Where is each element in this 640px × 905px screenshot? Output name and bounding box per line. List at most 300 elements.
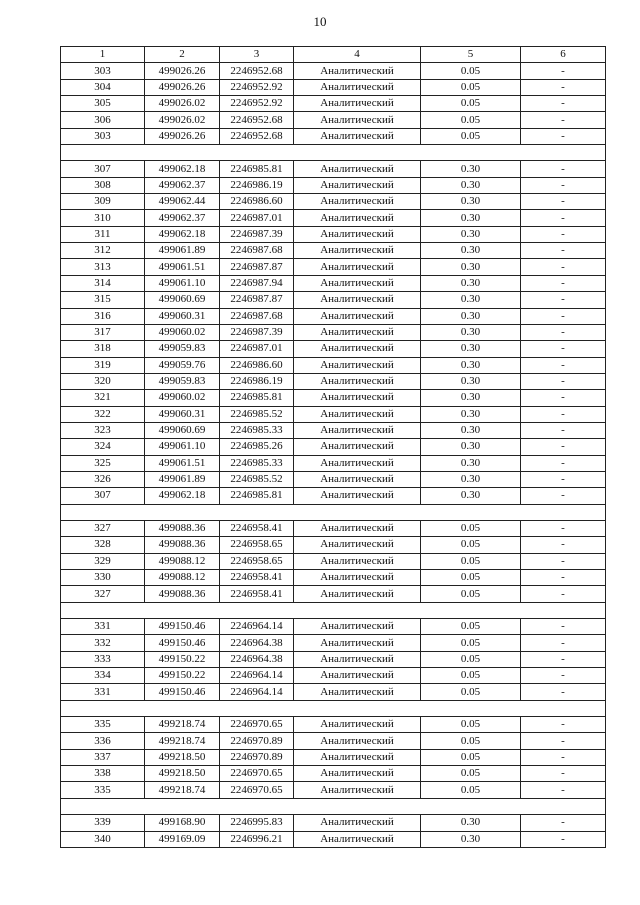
table-cell: - [521,177,606,193]
table-cell: 335 [61,782,145,798]
table-row [61,259,606,275]
table-cell: 0.05 [421,570,521,586]
table-cell: 2246985.81 [220,488,294,504]
table-cell: 499060.02 [145,324,220,340]
table-cell: - [521,161,606,177]
table-cell: 2246970.89 [220,749,294,765]
table-cell: Аналитический [294,815,421,831]
column-header: 1 [61,47,145,63]
table-cell: 314 [61,275,145,291]
table-cell: 499088.36 [145,586,220,602]
table-cell: 315 [61,292,145,308]
table-row [61,488,606,504]
table-cell: 2246985.81 [220,390,294,406]
column-header: 6 [521,47,606,63]
table-cell: 499026.26 [145,63,220,79]
table-row [61,668,606,684]
table-cell: 499061.89 [145,471,220,487]
table-cell: - [521,537,606,553]
table-cell: 0.05 [421,733,521,749]
table-cell: Аналитический [294,422,421,438]
table-cell: 320 [61,373,145,389]
table-cell: Аналитический [294,210,421,226]
table-cell: 499062.37 [145,210,220,226]
table-cell: 0.05 [421,651,521,667]
table-cell: - [521,717,606,733]
table-cell: 0.30 [421,439,521,455]
table-cell: 0.30 [421,292,521,308]
coordinates-table [60,46,606,848]
table-cell: 330 [61,570,145,586]
table-cell: 0.30 [421,194,521,210]
table-cell: 499061.51 [145,259,220,275]
table-cell: 499060.02 [145,390,220,406]
table-cell: 324 [61,439,145,455]
table-cell: 2246958.65 [220,553,294,569]
column-header: 5 [421,47,521,63]
table-cell: - [521,422,606,438]
table-cell: 499168.90 [145,815,220,831]
table-cell: 321 [61,390,145,406]
table-cell: Аналитический [294,439,421,455]
table-cell: 499218.50 [145,749,220,765]
table-cell: 2246952.92 [220,96,294,112]
table-cell: 0.30 [421,422,521,438]
table-cell: 329 [61,553,145,569]
table-cell: - [521,651,606,667]
table-cell: 499060.31 [145,406,220,422]
table-cell: 2246986.19 [220,373,294,389]
table-cell: 0.30 [421,471,521,487]
table-cell: 2246985.26 [220,439,294,455]
table-row [61,717,606,733]
table-cell: 2246986.60 [220,357,294,373]
table-cell: 328 [61,537,145,553]
table-cell: 499088.12 [145,553,220,569]
table-cell: 499150.22 [145,668,220,684]
table-cell: Аналитический [294,324,421,340]
table-cell: 327 [61,586,145,602]
table-cell: 340 [61,831,145,847]
table-cell: 2246985.33 [220,455,294,471]
table-cell: 499026.26 [145,128,220,144]
table-cell: Аналитический [294,488,421,504]
table-cell: 331 [61,684,145,700]
table-row [61,635,606,651]
table-body [61,63,606,848]
table-cell: - [521,275,606,291]
table-cell: 0.05 [421,63,521,79]
table-row [61,422,606,438]
table-row [61,782,606,798]
table-cell: Аналитический [294,766,421,782]
table-cell: 309 [61,194,145,210]
table-cell: 2246996.21 [220,831,294,847]
table-row [61,357,606,373]
table-cell: - [521,586,606,602]
table-cell: 2246987.39 [220,226,294,242]
table-cell: 2246987.94 [220,275,294,291]
table-cell: Аналитический [294,651,421,667]
table-row [61,471,606,487]
table-cell: 323 [61,422,145,438]
table-cell: 499059.83 [145,341,220,357]
table-cell: Аналитический [294,537,421,553]
table-cell: 0.05 [421,128,521,144]
table-row [61,324,606,340]
table-cell: 0.05 [421,112,521,128]
table-row [61,79,606,95]
table-cell: 499088.36 [145,520,220,536]
table-cell: Аналитический [294,520,421,536]
table-cell: 332 [61,635,145,651]
table-cell: 499169.09 [145,831,220,847]
table-cell: - [521,815,606,831]
table-cell: 0.05 [421,520,521,536]
table-cell: 0.05 [421,668,521,684]
table-cell: 499060.69 [145,422,220,438]
table-cell: 326 [61,471,145,487]
table-cell: 499026.02 [145,96,220,112]
table-cell: - [521,406,606,422]
table-cell: 499061.10 [145,439,220,455]
table-row [61,733,606,749]
table-row [61,651,606,667]
column-header: 3 [220,47,294,63]
table-cell: 2246964.14 [220,668,294,684]
table-cell: - [521,766,606,782]
table-cell: Аналитический [294,684,421,700]
table-cell: 0.30 [421,357,521,373]
table-cell: 339 [61,815,145,831]
table-cell: 0.05 [421,586,521,602]
table-cell: 499062.18 [145,488,220,504]
table-cell: 305 [61,96,145,112]
table-row [61,439,606,455]
table-row [61,684,606,700]
table-cell: 327 [61,520,145,536]
table-cell: 307 [61,488,145,504]
table-cell: 2246987.01 [220,210,294,226]
table-cell: - [521,831,606,847]
table-cell: - [521,341,606,357]
table-cell: Аналитический [294,668,421,684]
table-cell: Аналитический [294,128,421,144]
table-cell: 2246964.14 [220,619,294,635]
table-cell: Аналитический [294,733,421,749]
table-cell: - [521,243,606,259]
table-cell: 499150.46 [145,619,220,635]
table-separator-row [61,798,606,814]
table-cell: 0.30 [421,324,521,340]
table-cell: 0.30 [421,488,521,504]
table-cell: 0.30 [421,177,521,193]
table-row [61,831,606,847]
table-cell: 336 [61,733,145,749]
table-cell: - [521,684,606,700]
table-cell: 0.30 [421,161,521,177]
table-cell: 2246964.38 [220,635,294,651]
table-row [61,275,606,291]
table-cell: - [521,570,606,586]
table-cell: Аналитический [294,161,421,177]
table-cell: 311 [61,226,145,242]
table-cell: Аналитический [294,471,421,487]
table-cell: 313 [61,259,145,275]
table-cell: 2246987.68 [220,308,294,324]
table-cell: - [521,733,606,749]
table-cell: Аналитический [294,292,421,308]
table-cell: 2246958.41 [220,570,294,586]
table-row [61,455,606,471]
table-cell: 2246986.60 [220,194,294,210]
table-cell: 2246964.14 [220,684,294,700]
table-row [61,128,606,144]
table-cell: Аналитический [294,619,421,635]
table-cell: 499150.22 [145,651,220,667]
table-cell: Аналитический [294,455,421,471]
table-cell: 499061.89 [145,243,220,259]
table-cell: Аналитический [294,243,421,259]
table-cell: Аналитический [294,782,421,798]
table-cell: 334 [61,668,145,684]
table-cell: - [521,390,606,406]
table-cell: 2246970.89 [220,733,294,749]
table-cell: 499026.02 [145,112,220,128]
table-cell: 0.30 [421,226,521,242]
table-cell: 499062.18 [145,161,220,177]
table-cell: 0.30 [421,373,521,389]
table-cell: 306 [61,112,145,128]
table-row [61,194,606,210]
table-cell: - [521,471,606,487]
table-cell: 0.30 [421,243,521,259]
table-cell: 499060.69 [145,292,220,308]
table-cell: 0.05 [421,635,521,651]
table-cell: Аналитический [294,275,421,291]
table-cell: 319 [61,357,145,373]
table-cell: 2246987.68 [220,243,294,259]
table-cell: - [521,488,606,504]
table-cell: - [521,210,606,226]
table-row [61,815,606,831]
table-cell: - [521,128,606,144]
table-cell: 2246952.68 [220,128,294,144]
table-cell: - [521,749,606,765]
table-cell: 499218.74 [145,782,220,798]
table-cell: 304 [61,79,145,95]
table-cell: 0.30 [421,308,521,324]
table-row [61,161,606,177]
separator-cell [61,602,606,618]
table-cell: 499059.76 [145,357,220,373]
table-cell: 499062.37 [145,177,220,193]
table-cell: Аналитический [294,112,421,128]
table-separator-row [61,504,606,520]
table-cell: - [521,635,606,651]
table-cell: 499150.46 [145,635,220,651]
table-cell: Аналитический [294,749,421,765]
separator-cell [61,504,606,520]
table-cell: Аналитический [294,586,421,602]
table-cell: 0.05 [421,537,521,553]
table-cell: 499218.74 [145,733,220,749]
table-row [61,520,606,536]
table-cell: 2246958.41 [220,586,294,602]
table-row [61,406,606,422]
table-row [61,570,606,586]
table-row [61,96,606,112]
table-row [61,619,606,635]
table-cell: - [521,782,606,798]
table-cell: - [521,373,606,389]
separator-cell [61,145,606,161]
table-cell: 333 [61,651,145,667]
table-cell: 0.05 [421,684,521,700]
table-cell: - [521,79,606,95]
table-cell: 2246985.81 [220,161,294,177]
table-cell: 2246952.92 [220,79,294,95]
table-cell: - [521,357,606,373]
table-cell: - [521,619,606,635]
table-row [61,226,606,242]
table-cell: Аналитический [294,79,421,95]
table-header-row [61,47,606,63]
table-cell: Аналитический [294,226,421,242]
table-cell: 499062.44 [145,194,220,210]
table-cell: 2246995.83 [220,815,294,831]
table-cell: 2246987.87 [220,259,294,275]
table-row [61,341,606,357]
table-row [61,553,606,569]
table-cell: Аналитический [294,357,421,373]
table-cell: - [521,520,606,536]
separator-cell [61,700,606,716]
table-cell: 322 [61,406,145,422]
table-cell: 0.05 [421,766,521,782]
table-cell: Аналитический [294,259,421,275]
table-row [61,177,606,193]
table-row [61,537,606,553]
table-cell: 312 [61,243,145,259]
column-header: 4 [294,47,421,63]
table-cell: 2246986.19 [220,177,294,193]
table-row [61,292,606,308]
table-row [61,308,606,324]
table-cell: 0.30 [421,455,521,471]
table-cell: Аналитический [294,635,421,651]
table-cell: Аналитический [294,341,421,357]
table-cell: 2246952.68 [220,63,294,79]
table-cell: 2246970.65 [220,766,294,782]
table-cell: 499062.18 [145,226,220,242]
separator-cell [61,798,606,814]
table-cell: 0.30 [421,259,521,275]
table-cell: - [521,292,606,308]
table-cell: - [521,668,606,684]
table-cell: 2246987.87 [220,292,294,308]
table-cell: Аналитический [294,308,421,324]
table-row [61,112,606,128]
table-row [61,766,606,782]
table-separator-row [61,145,606,161]
table-cell: 499088.12 [145,570,220,586]
table-cell: 0.30 [421,341,521,357]
table-cell: - [521,439,606,455]
table-cell: 0.30 [421,815,521,831]
table-cell: 325 [61,455,145,471]
table-cell: 0.05 [421,553,521,569]
table-cell: 499060.31 [145,308,220,324]
table-cell: 499150.46 [145,684,220,700]
table-cell: 0.05 [421,749,521,765]
table-cell: 2246985.33 [220,422,294,438]
table-cell: 308 [61,177,145,193]
table-cell: 0.30 [421,275,521,291]
table-cell: - [521,96,606,112]
table-cell: 2246987.39 [220,324,294,340]
table-cell: 499059.83 [145,373,220,389]
table-cell: 335 [61,717,145,733]
table-cell: Аналитический [294,717,421,733]
table-cell: 0.30 [421,406,521,422]
table-cell: - [521,324,606,340]
table-cell: 317 [61,324,145,340]
table-cell: - [521,194,606,210]
table-cell: 0.05 [421,96,521,112]
table-row [61,749,606,765]
table-cell: - [521,308,606,324]
table-cell: 338 [61,766,145,782]
table-cell: 310 [61,210,145,226]
table-cell: 337 [61,749,145,765]
table-cell: 318 [61,341,145,357]
table-cell: - [521,63,606,79]
table-cell: 331 [61,619,145,635]
table-cell: 2246970.65 [220,782,294,798]
table-cell: - [521,226,606,242]
table-cell: 307 [61,161,145,177]
table-separator-row [61,700,606,716]
table-cell: - [521,455,606,471]
table-cell: 0.05 [421,79,521,95]
table-row [61,586,606,602]
table-cell: Аналитический [294,553,421,569]
table-cell: 2246985.52 [220,406,294,422]
table-cell: 499026.26 [145,79,220,95]
table-cell: 499061.10 [145,275,220,291]
page-number: 10 [313,14,327,29]
table-cell: Аналитический [294,194,421,210]
table-cell: - [521,259,606,275]
table-cell: 303 [61,128,145,144]
table-cell: Аналитический [294,96,421,112]
table-row [61,210,606,226]
table-row [61,373,606,389]
table-cell: 0.30 [421,210,521,226]
table-cell: Аналитический [294,406,421,422]
table-cell: - [521,553,606,569]
column-header: 2 [145,47,220,63]
table-cell: 2246985.52 [220,471,294,487]
table-cell: 0.05 [421,782,521,798]
table-row [61,63,606,79]
table-cell: 2246958.65 [220,537,294,553]
table-cell: Аналитический [294,390,421,406]
table-separator-row [61,602,606,618]
table-row [61,243,606,259]
table-cell: Аналитический [294,373,421,389]
